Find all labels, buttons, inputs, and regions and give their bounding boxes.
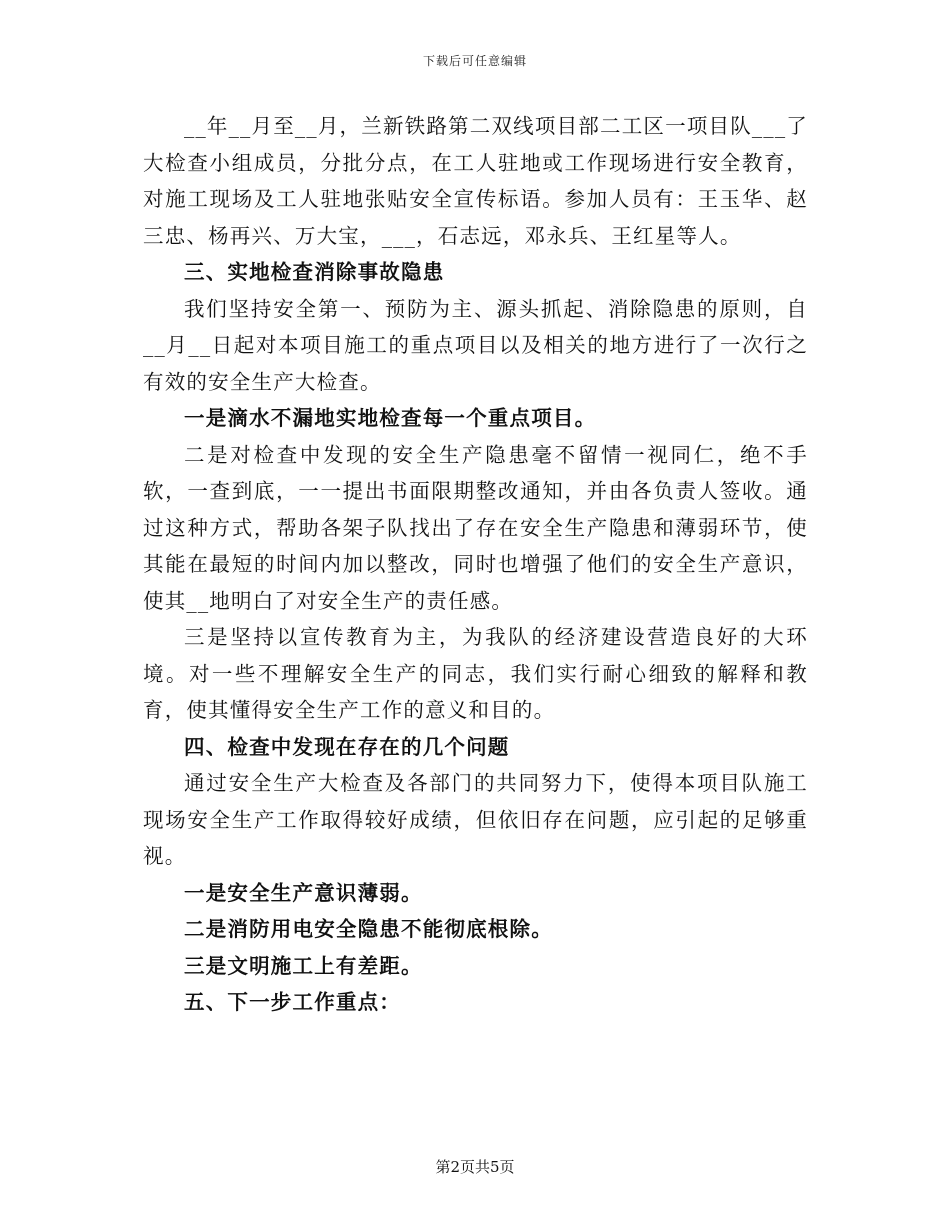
paragraph: 三是坚持以宣传教育为主，为我队的经济建设营造良好的大环境。对一些不理解安全生产的同志，我们实行耐心细致的解释和教育，使其懂得安全生产工作的意义和目的。 — [143, 625, 808, 722]
paragraph: __年__月至__月，兰新铁路第二双线项目部二工区一项目队___了大检查小组成员，分批分点，在工人驻地或工作现场进行安全教育，对施工现场及工人驻地张贴安全宣传标语。参加人员有：王玉华、赵三忠、杨再兴、万大宝，___，石志远，邓永兵、王红星等人。 — [143, 114, 808, 248]
page-header: 下载后可任意编辑 — [422, 54, 527, 68]
section-heading: 三、实地检查消除事故隐患 — [184, 260, 445, 284]
paragraph: 我们坚持安全第一、预防为主、源头抓起、消除隐患的原则，自__月__日起对本项目施工的重点项目以及相关的地方进行了一次行之有效的安全生产大检查。 — [143, 296, 808, 394]
section-heading: 四、检查中发现在存在的几个问题 — [184, 734, 510, 759]
section-heading: 五、下一步工作重点： — [184, 990, 401, 1014]
document-body — [143, 108, 808, 1021]
bold-point: 一是安全生产意识薄弱。 — [184, 880, 423, 905]
bold-point: 一是滴水不漏地实地检查每一个重点项目。 — [184, 406, 597, 430]
paragraph: 二是对检查中发现的安全生产隐患毫不留情一视同仁，绝不手软，一查到底，一一提出书面限期整改通知，并由各负责人签收。通过这种方式，帮助各架子队找出了存在安全生产隐患和薄弱环节，使其能在最短的时间内加以整改，同时也增强了他们的安全生产意识，使其__地明白了对安全生产的责任感。 — [143, 442, 808, 613]
bold-point: 三是文明施工上有差距。 — [184, 953, 423, 978]
paragraph: 通过安全生产大检查及各部门的共同努力下，使得本项目队施工现场安全生产工作取得较好成绩，但依旧存在问题，应引起的足够重视。 — [143, 771, 808, 868]
page-footer: 第2页共5页 — [435, 1158, 515, 1176]
bold-point: 二是消防用电安全隐患不能彻底根除。 — [184, 917, 553, 941]
